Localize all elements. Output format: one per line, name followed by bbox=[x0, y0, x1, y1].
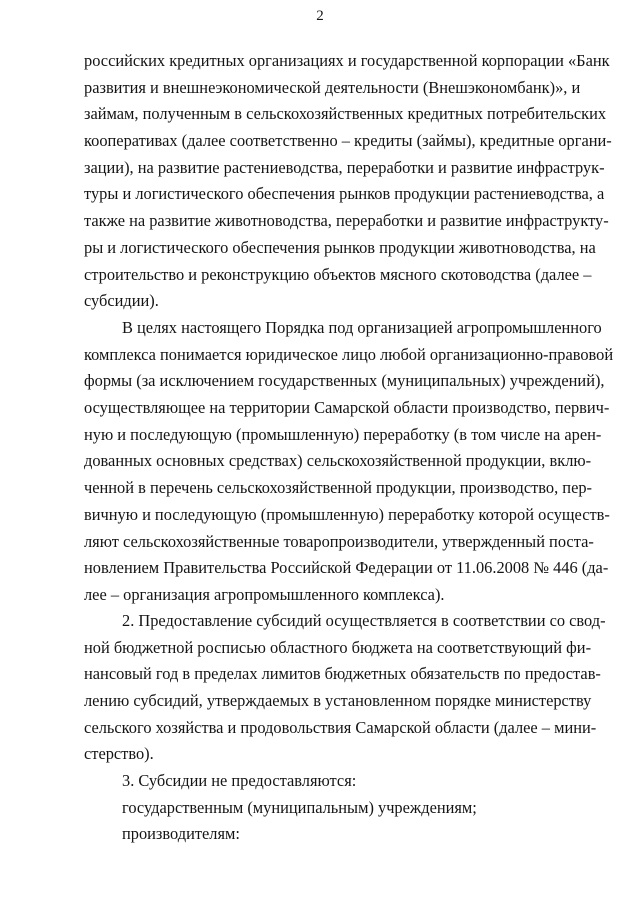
text-line: вичную и последующую (промышленную) переработку которой осуществ- bbox=[84, 504, 610, 524]
paragraph-item-2 bbox=[84, 608, 606, 768]
text-line: субсидии). bbox=[84, 291, 159, 311]
paragraph-item-3 bbox=[84, 768, 570, 848]
text-line: формы (за исключением государственных (муниципальных) учреждений), bbox=[84, 371, 605, 391]
text-line: ры и логистического обеспечения рынков продукции животноводства, на bbox=[84, 237, 596, 257]
paragraph-agro-organization bbox=[84, 315, 614, 609]
text-line: развития и внешнеэкономической деятельности (Внешэкономбанк)», и bbox=[84, 77, 581, 97]
text-line: займам, полученным в сельскохозяйственных кредитных потребительских bbox=[84, 104, 607, 124]
text-line: ченной в перечень сельскохозяйственной продукции, производство, пер- bbox=[84, 478, 592, 498]
text-line: производителям: bbox=[122, 824, 240, 844]
text-line: туры и логистического обеспечения рынков продукции растениеводства, а bbox=[84, 184, 605, 204]
text-line: строительство и реконструкцию объектов мясного скотоводства (далее – bbox=[84, 264, 592, 284]
text-line: зации), на развитие растениеводства, переработки и развитие инфраструк- bbox=[84, 157, 605, 177]
text-line: кооперативах (далее соответственно – кредиты (займы), кредитные органи- bbox=[84, 131, 612, 151]
text-line: дованных основных средствах) сельскохозяйственной продукции, вклю- bbox=[84, 451, 592, 471]
text-line: ляют сельскохозяйственные товаропроизводители, утвержденный поста- bbox=[84, 531, 594, 551]
text-line: нансовый год в пределах лимитов бюджетных обязательств по предостав- bbox=[84, 664, 601, 684]
text-line: ной бюджетной росписью областного бюджета на соответствующий фи- bbox=[84, 637, 592, 657]
text-line: комплекса понимается юридическое лицо любой организационно-правовой bbox=[84, 344, 614, 364]
text-line: стерство). bbox=[84, 744, 154, 764]
text-line: также на развитие животноводства, переработки и развитие инфраструкту- bbox=[84, 211, 609, 231]
text-line: новлением Правительства Российской Федерации от 11.06.2008 № 446 (да- bbox=[84, 558, 609, 578]
text-line: 2. Предоставление субсидий осуществляется в соответствии со свод- bbox=[122, 611, 606, 630]
text-line: В целях настоящего Порядка под организацией агропромышленного bbox=[122, 318, 602, 337]
paragraph-subsidies-definition bbox=[84, 48, 612, 315]
text-line: сельского хозяйства и продовольствия Самарской области (далее – мини- bbox=[84, 717, 597, 737]
text-line: российских кредитных организациях и государственной корпорации «Банк bbox=[84, 51, 610, 70]
text-line: лению субсидий, утверждаемых в установленном порядке министерству bbox=[84, 691, 592, 711]
text-line: ную и последующую (промышленную) переработку (в том числе на арен- bbox=[84, 424, 602, 444]
text-line: лее – организация агропромышленного комплекса). bbox=[84, 584, 445, 604]
text-line: 3. Субсидии не предоставляются: bbox=[122, 771, 357, 790]
text-line: государственным (муниципальным) учреждениям; bbox=[122, 797, 477, 817]
page-number: 2 bbox=[316, 8, 324, 24]
text-line: осуществляющее на территории Самарской области производство, первич- bbox=[84, 398, 610, 418]
